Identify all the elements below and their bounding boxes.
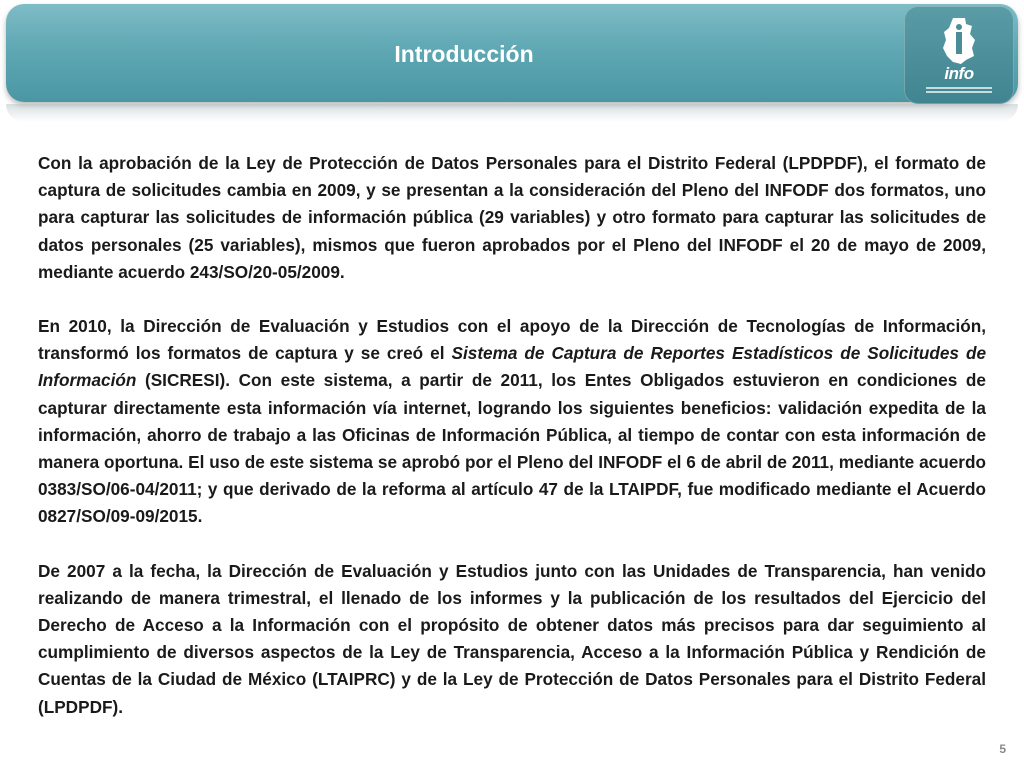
page-title: Introducción [394,40,534,67]
logo-wordmark: info [944,64,974,83]
body-text [38,150,986,748]
logo-subtitle-lines [926,86,992,94]
paragraph-sicresi-end: (SICRESI). Con este sistema, a partir de 2011, los Entes Obligados estuvieron en condiciones de capturar directamente esta información vía internet, logrando los siguientes beneficios: validación expedita de la información, ahorro de trabajo a las Oficinas de Información Pública, al tiempo de contar con esta información de manera oportuna. El uso de este sistema se aprobó por el Pleno del INFODF el 6 de abril de 2011, mediante acuerdo 0383/SO/06-04/2011; y que derivado de la reforma al artículo 47 de la LTAIPDF, fue modificado mediante el Acuerdo 0827/SO/09-09/2015. [38,370,986,527]
infodf-logo-icon [939,16,979,66]
sicresi-system-name: Sistema de Captura de Reportes Estadísticos de Solicitudes de Información [38,343,987,391]
banner-reflection [6,104,1018,122]
page-number: 5 [999,742,1006,756]
title-banner [6,4,1018,102]
paragraph-lpdpdf: Con la aprobación de la Ley de Protección de Datos Personales para el Distrito Federal (LPDPDF), el formato de captura de solicitudes cambia en 2009, y se presentan a la consideración del Pleno del INFODF dos formatos, uno para capturar las solicitudes de información pública (29 variables) y otro formato para capturar las solicitudes de datos personales (25 variables), mismos que fueron aprobados por el Pleno del INFODF el 20 de mayo de 2009, mediante acuerdo 243/SO/20-05/2009. [38,153,986,282]
paragraph-sicresi-start: En 2010, la Dirección de Evaluación y Estudios con el apoyo de la Dirección de Tecnologías de Información, transformó los formatos de captura y se creó el [38,316,986,364]
infodf-logo [904,6,1014,104]
paragraph-trimestral: De 2007 a la fecha, la Dirección de Evaluación y Estudios junto con las Unidades de Transparencia, han venido realizando de manera trimestral, el llenado de los informes y la publicación de los resultados del Ejercicio del Derecho de Acceso a la Información con el propósito de obtener datos más precisos para dar seguimiento al cumplimiento de diversos aspectos de la Ley de Transparencia, Acceso a la Información Pública y Rendición de Cuentas de la Ciudad de México (LTAIPRC) y de la Ley de Protección de Datos Personales para el Distrito Federal (LPDPDF). [38,560,986,717]
paragraph-sicresi [38,313,986,531]
